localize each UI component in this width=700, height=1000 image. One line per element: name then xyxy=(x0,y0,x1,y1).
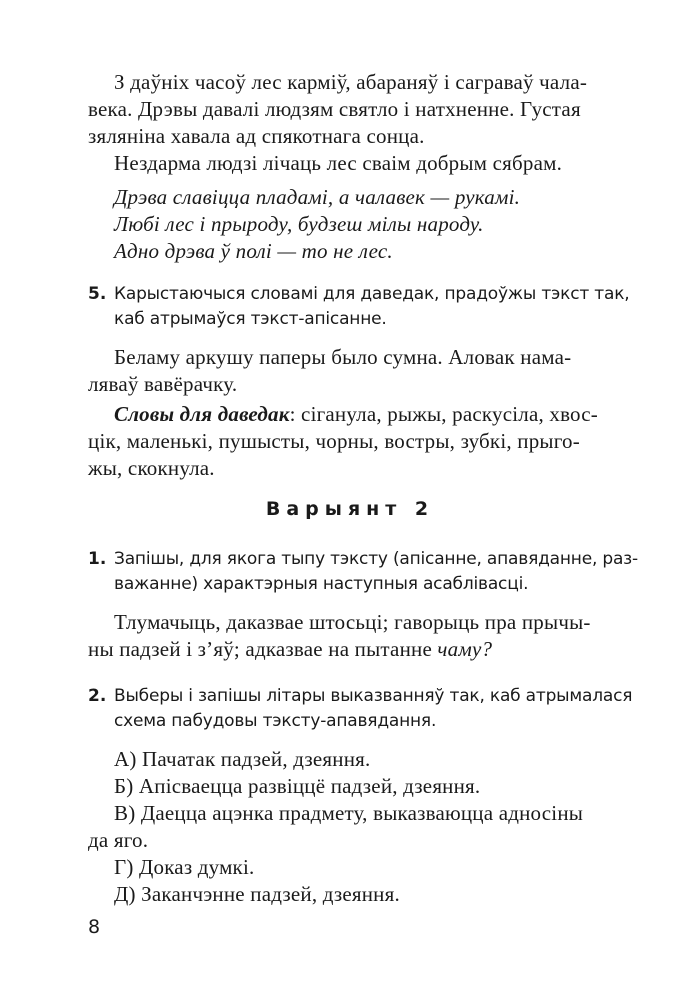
hint-line-2: цік, маленькі, пушысты, чорны, востры, зубкі, прыго- xyxy=(88,429,580,453)
task-1-text-line-1: Тлумачыць, даказвае штосьці; гаворыць пра прычы- xyxy=(114,610,591,634)
task-1-line-2: важанне) характэрныя наступныя асаблівасці. xyxy=(114,574,529,594)
variant-title: Варыянт 2 xyxy=(265,498,435,520)
option-e: Д) Заканчэнне падзей, дзеяння. xyxy=(114,882,400,906)
task-5-line-1: Карыстаючыся словамі для даведак, прадоўжы тэкст так, xyxy=(114,284,630,304)
task-5-text-line-2: ляваў вавёрачку. xyxy=(88,372,238,396)
task-2-number: 2. xyxy=(88,686,107,706)
intro-line-2: века. Дрэвы давалі людзям святло і натхненне. Густая xyxy=(88,97,581,121)
task-5-text-line-1: Беламу аркушу паперы было сумна. Аловак нама- xyxy=(114,345,572,369)
task-2-line-1: Выберы і запішы літары выказванняў так, каб атрымалася xyxy=(114,686,633,706)
hint-line-1 xyxy=(114,402,598,427)
proverb-2: Любі лес і прыроду, будзеш мілы народу. xyxy=(114,212,484,236)
option-c-line-2: да яго. xyxy=(88,828,149,852)
hint-label: Словы для даведак xyxy=(114,402,290,426)
task-1-text-line-2 xyxy=(88,637,492,662)
task-5-number: 5. xyxy=(88,284,107,304)
option-b: Б) Апісваецца развіццё падзей, дзеяння. xyxy=(114,774,481,798)
intro-line-3: зяляніна хавала ад спякотнага сонца. xyxy=(88,124,425,148)
task-1-text-line-2-main: ны падзей і з’яў; адказвае на пытанне xyxy=(88,637,438,661)
hint-line-3: жы, скокнула. xyxy=(88,456,215,480)
task-2-line-2: схема пабудовы тэксту-апавядання. xyxy=(114,711,437,731)
task-5-line-2: каб атрымаўся тэкст-апісанне. xyxy=(114,309,387,329)
option-a: А) Пачатак падзей, дзеяння. xyxy=(114,747,371,771)
page-number: 8 xyxy=(88,916,101,938)
hint-words-1: : сiганула, рыжы, раскусіла, хвос- xyxy=(289,402,598,426)
task-1-number: 1. xyxy=(88,549,107,569)
option-d: Г) Доказ думкі. xyxy=(114,855,255,879)
intro-line-1: З даўніх часоў лес карміў, абараняў і саграваў чала- xyxy=(114,70,588,94)
option-c-line-1: В) Даецца ацэнка прадмету, выказваюцца адносіны xyxy=(114,801,584,825)
proverb-1: Дрэва славіцца пладамі, а чалавек — рукамі. xyxy=(114,185,521,209)
task-1-line-1: Запішы, для якога тыпу тэксту (апісанне, апавяданне, раз- xyxy=(114,549,638,569)
task-1-question-word: чаму? xyxy=(437,637,493,661)
proverb-3: Адно дрэва ў полі — то не лес. xyxy=(114,239,393,263)
intro-paragraph-2: Нездарма людзі лічаць лес сваім добрым сябрам. xyxy=(114,151,563,175)
